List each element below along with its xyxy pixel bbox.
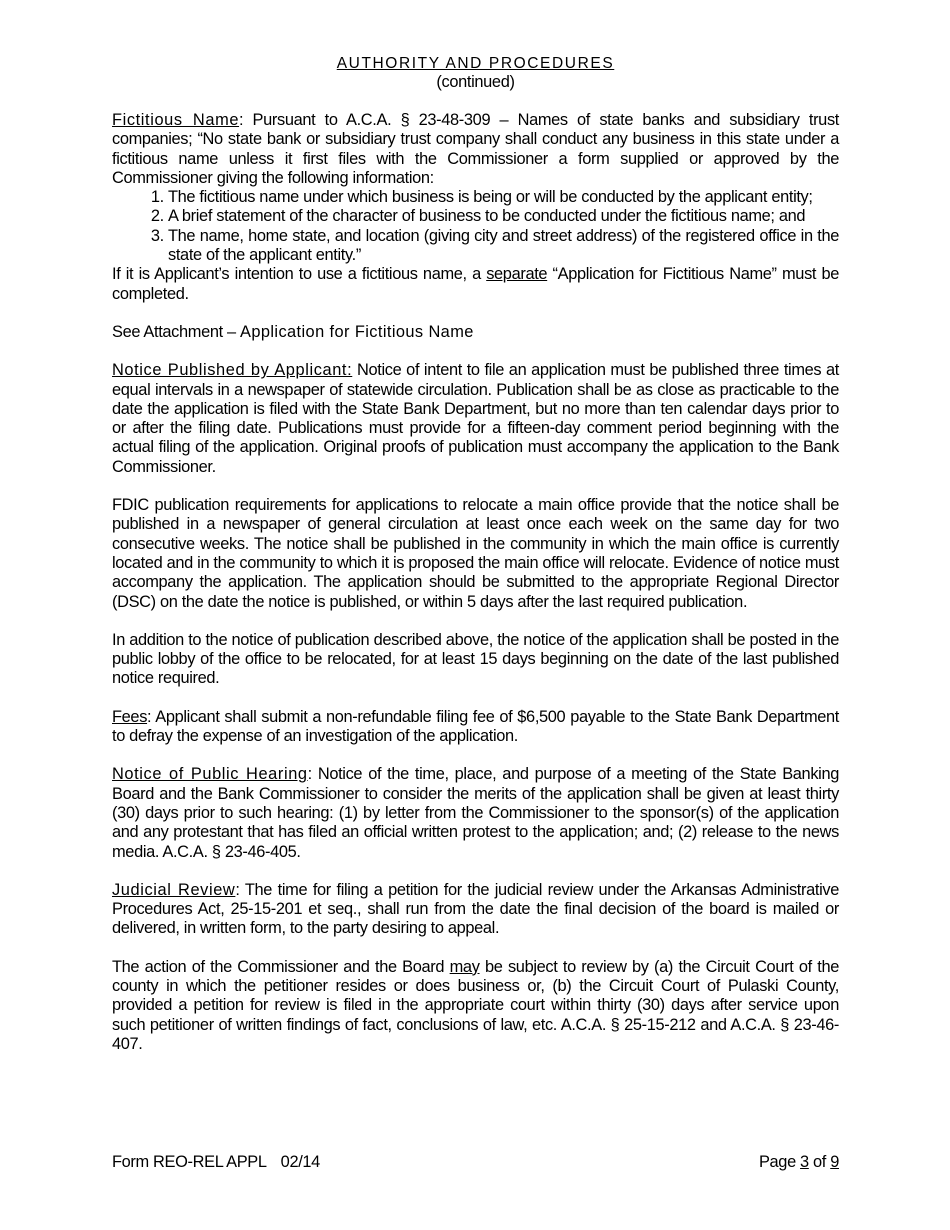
closing-underlined-word: separate	[486, 265, 548, 284]
form-code-label: Form REO-REL APPL	[112, 1153, 267, 1171]
notice-published-paragraph	[112, 361, 839, 477]
fdic-paragraph: FDIC publication requirements for applications to relocate a main office provide that the notice shall be published in a newspaper of general circulation at least once each week on the same day for two consecutive weeks. The notice shall be published in the community in which the main office is currently located and in the community to which it is proposed the main office will relocate. Evidence of notice must accompany the application. The application should be submitted to the appropriate Regional Director (DSC) on the date the notice is published, or within 5 days after the last required publication.	[112, 496, 839, 611]
public-hearing-heading: Notice of Public Hearing	[112, 765, 308, 784]
closing-text-pre: If it is Applicant’s intention to use a fictitious name, a	[112, 265, 487, 284]
judicial-review-text: : The time for filing a petition for the judicial review under the Arkansas Administrative Procedures Act, 25-15-201 et seq., shall run from the date the final decision of the board is mailed or delivered, in written form, to the party desiring to appeal.	[112, 880, 839, 938]
list-item: 2. A brief statement of the character of business to be conducted under the fictitious name; and	[168, 207, 839, 226]
fictitious-name-list	[112, 188, 839, 265]
page-current: 3	[800, 1153, 809, 1171]
review-text-post: be subject to review by (a) the Circuit Court of the county in which the petitioner resides or does business or, (b) the Circuit Court of Pulaski County, provided a petition for review is filed in the appropriate court within thirty (30) days after service upon such petitioner of written findings of fact, conclusions of law, etc. A.C.A. § 25-15-212 and A.C.A. § 23-46-407.	[112, 957, 839, 1053]
attachment-title: Application for Fictitious Name	[240, 322, 474, 341]
document-page	[112, 54, 839, 1054]
form-date: 02/14	[280, 1153, 320, 1171]
page-of: of	[808, 1153, 831, 1171]
notice-published-heading: Notice Published by Applicant:	[112, 361, 353, 380]
page-subtitle: (continued)	[436, 73, 515, 91]
page-header	[112, 54, 839, 92]
page-total: 9	[830, 1153, 839, 1171]
closing-text-post: “Application for Fictitious Name” must be completed.	[112, 265, 839, 303]
fictitious-name-heading: Fictitious Name	[112, 111, 240, 129]
fictitious-name-closing	[112, 265, 839, 304]
attachment-line	[112, 323, 839, 342]
page-number	[759, 1152, 839, 1172]
page-label: Page	[758, 1153, 801, 1171]
list-item: 1. The fictitious name under which business is being or will be conducted by the applicant entity;	[168, 188, 839, 207]
fees-paragraph	[112, 708, 839, 747]
review-text-pre: The action of the Commissioner and the Board	[112, 957, 450, 976]
review-paragraph	[112, 958, 839, 1054]
page-title: AUTHORITY AND PROCEDURES	[336, 55, 615, 72]
fictitious-name-intro: : Pursuant to A.C.A. § 23-48-309 – Names of state banks and subsidiary trust companies; “No state bank or subsidiary trust company shall conduct any business in this state under a fictitious name unless it first files with the Commissioner a form supplied or approved by the Commissioner giving the following information:	[112, 111, 839, 187]
judicial-review-heading: Judicial Review	[112, 880, 236, 899]
form-code	[112, 1152, 320, 1172]
public-hearing-text: : Notice of the time, place, and purpose of a meeting of the State Banking Board and the Bank Commissioner to consider the merits of the application shall be given at least thirty (30) days prior to such hearing: (1) by letter from the Commissioner to the sponsor(s) of the application and any protestant that has filed an official written protest to the application; and; (2) release to the news media. A.C.A. § 23-46-405.	[112, 765, 839, 861]
list-item: 3. The name, home state, and location (giving city and street address) of the registered office in the state of the applicant entity.”	[168, 227, 839, 266]
fictitious-name-paragraph	[112, 111, 839, 188]
posting-paragraph: In addition to the notice of publication described above, the notice of the application shall be posted in the public lobby of the office to be relocated, for at least 15 days beginning on the date of the last published notice required.	[112, 630, 839, 688]
public-hearing-paragraph	[112, 765, 839, 861]
notice-published-text: Notice of intent to file an application must be published three times at equal intervals in a newspaper of statewide circulation. Publication shall be as close as practicable to the date the application is filed with the State Bank Department, but no more than ten calendar days prior to or after the filing date. Publications must provide for a fifteen-day comment period beginning with the actual filing of the application. Original proofs of publication must accompany the application to the Bank Commissioner.	[112, 361, 839, 476]
review-underlined-word: may	[449, 957, 480, 976]
fees-heading: Fees	[112, 707, 148, 726]
page-footer	[112, 1152, 839, 1172]
attachment-prefix: See Attachment –	[112, 322, 240, 341]
fees-text: : Applicant shall submit a non-refundable filing fee of $6,500 payable to the State Bank Department to defray the expense of an investigation of the application.	[112, 707, 839, 746]
judicial-review-paragraph	[112, 881, 839, 939]
